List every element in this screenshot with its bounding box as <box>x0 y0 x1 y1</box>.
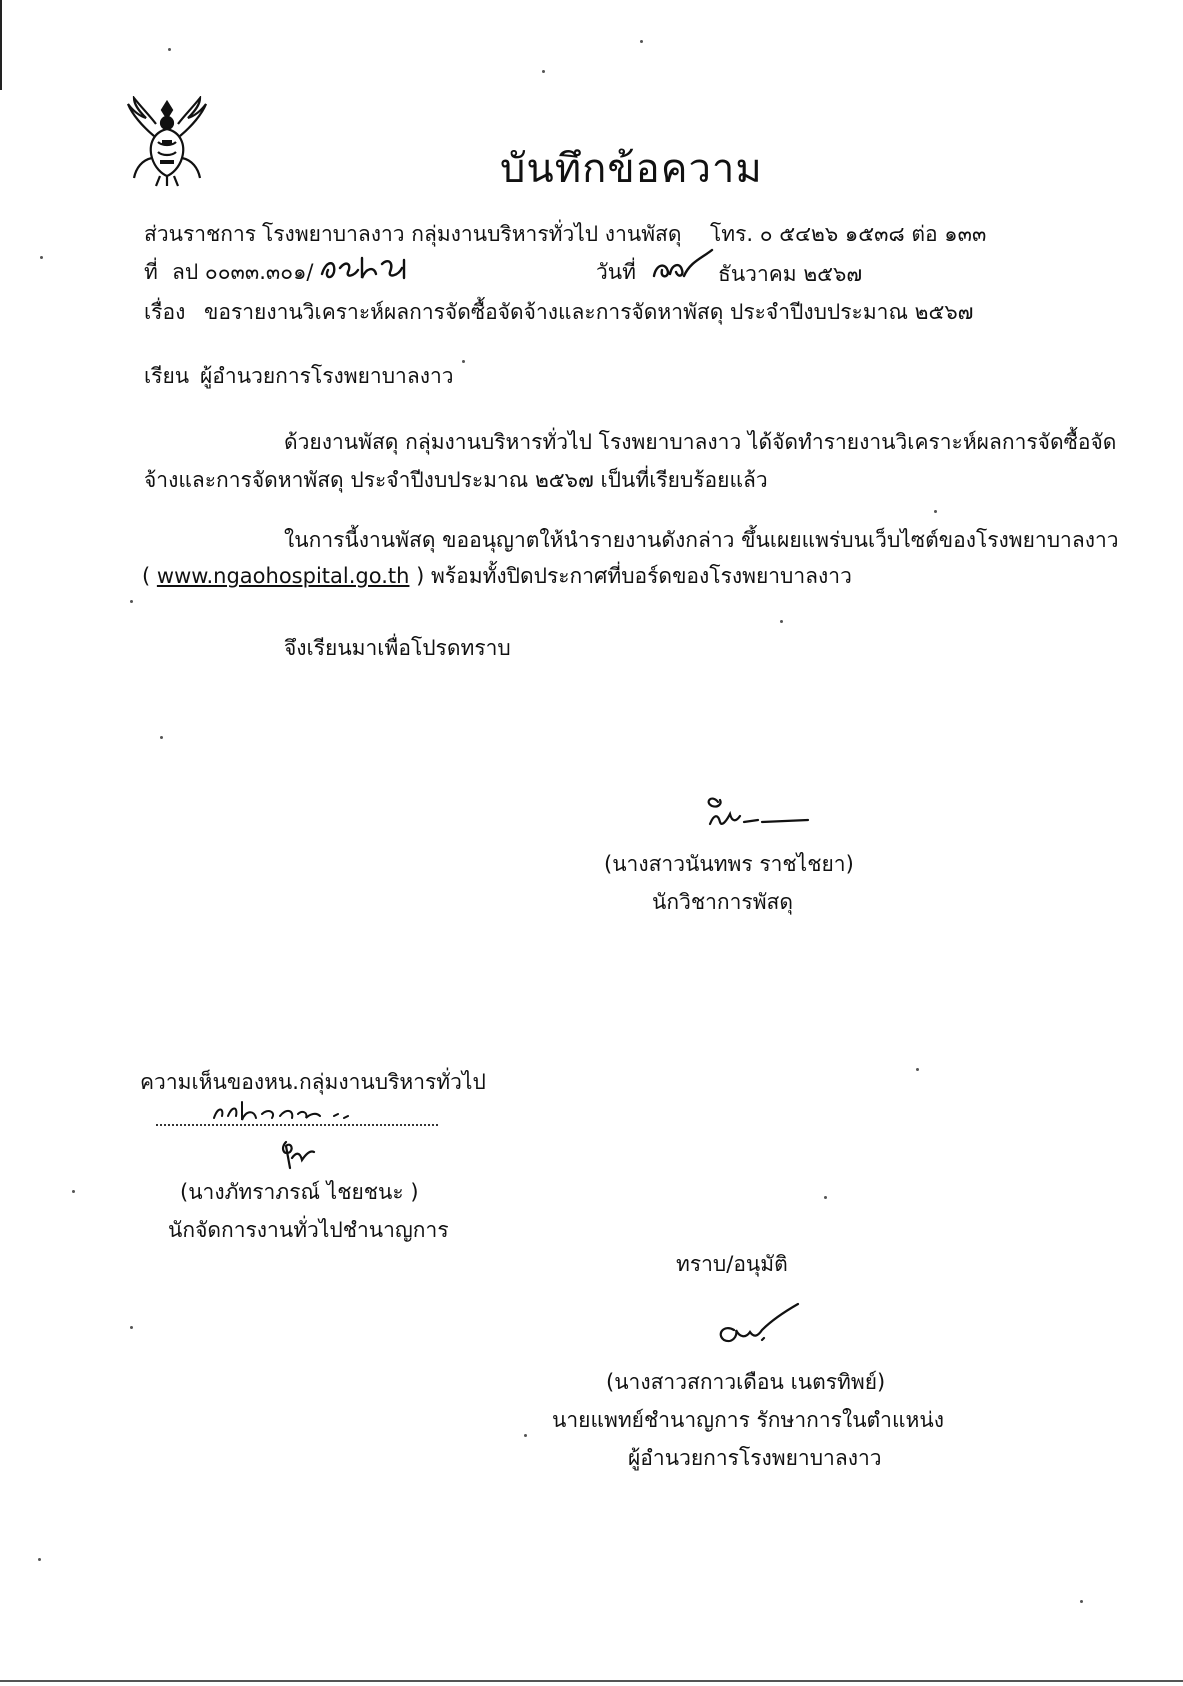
scan-speck <box>130 600 133 603</box>
approval-label: ทราบ/อนุมัติ <box>676 1252 788 1276</box>
scan-speck <box>934 510 937 513</box>
scan-speck <box>916 1068 919 1071</box>
scan-speck <box>524 1434 527 1437</box>
signature-opinion-signer <box>276 1138 318 1172</box>
scan-speck <box>640 40 643 43</box>
approver-position-2: ผู้อำนวยการโรงพยาบาลงาว <box>628 1446 882 1470</box>
approver-position-1: นายแพทย์ชำนาญการ รักษาการในตำแหน่ง <box>552 1408 944 1432</box>
scan-speck <box>780 620 783 623</box>
approver-name: (นางสาวสกาวเดือน เนตรทิพย์) <box>606 1370 886 1394</box>
scan-speck <box>38 1558 41 1561</box>
scan-speck <box>824 1196 827 1199</box>
subject-label: เรื่อง <box>144 300 186 324</box>
scan-speck <box>1080 1600 1083 1603</box>
date-label: วันที่ <box>596 260 636 284</box>
recipient-value: ผู้อำนวยการโรงพยาบาลงาว <box>200 364 454 388</box>
website-link[interactable]: www.ngaohospital.go.th <box>156 564 410 588</box>
reference-label: ที่ <box>144 260 158 284</box>
agency-value: โรงพยาบาลงาว กลุ่มงานบริหารทั่วไป งานพัสดุ <box>262 222 682 246</box>
signer-1-position: นักวิชาการพัสดุ <box>652 890 793 914</box>
scan-edge-left <box>0 0 2 90</box>
scan-speck <box>462 360 465 363</box>
scan-speck <box>130 1326 133 1329</box>
body-paragraph-2-line-1: ในการนี้งานพัสดุ ขออนุญาตให้นำรายงานดังกล่าว ขึ้นเผยแพร่บนเว็บไซต์ของโรงพยาบาลงาว <box>284 528 1119 552</box>
opinion-signer-name: (นางภัทราภรณ์ ไชยชนะ ) <box>180 1180 419 1204</box>
scan-speck <box>160 736 163 739</box>
opinion-dotted-line <box>156 1124 438 1126</box>
reference-value: ลป ๐๐๓๓.๓๐๑/ <box>172 260 314 284</box>
garuda-emblem-icon <box>124 96 210 188</box>
opinion-label: ความเห็นของหน.กลุ่มงานบริหารทั่วไป <box>140 1070 486 1094</box>
scan-speck <box>542 70 545 73</box>
handwritten-reference-number <box>318 250 418 284</box>
paren-close-and-text: ) พร้อมทั้งปิดประกาศที่บอร์ดของโรงพยาบาลงาว <box>416 564 852 588</box>
subject-value: ขอรายงานวิเคราะห์ผลการจัดซื้อจัดจ้างและการจัดหาพัสดุ ประจำปีงบประมาณ ๒๕๖๗ <box>204 300 974 324</box>
handwritten-opinion-note <box>210 1096 370 1126</box>
body-paragraph-2-line-2 <box>142 564 852 589</box>
body-paragraph-1-line-1: ด้วยงานพัสดุ กลุ่มงานบริหารทั่วไป โรงพยาบาลงาว ได้จัดทำรายงานวิเคราะห์ผลการจัดซื้อจัด <box>284 430 1117 454</box>
signature-signer-1 <box>700 792 810 834</box>
signer-1-name: (นางสาวนันทพร ราชไชยา) <box>604 852 854 876</box>
scan-speck <box>168 48 171 51</box>
opinion-signer-position: นักจัดการงานทั่วไปชำนาญการ <box>168 1218 449 1242</box>
handwritten-day <box>650 246 714 286</box>
scan-speck <box>40 256 43 259</box>
scan-edge-bottom <box>0 1680 1183 1682</box>
signature-approver <box>712 1300 802 1346</box>
recipient-label: เรียน <box>144 364 190 388</box>
closing-line: จึงเรียนมาเพื่อโปรดทราบ <box>284 636 511 660</box>
body-paragraph-1-line-2: จ้างและการจัดหาพัสดุ ประจำปีงบประมาณ ๒๕๖๗ เป็นที่เรียบร้อยแล้ว <box>144 468 768 492</box>
date-month-year: ธันวาคม ๒๕๖๗ <box>718 262 863 286</box>
phone-number: โทร. ๐ ๕๔๒๖ ๑๕๓๘ ต่อ ๑๓๓ <box>710 222 987 246</box>
scan-speck <box>72 1190 75 1193</box>
memo-title: บันทึกข้อความ <box>500 146 763 192</box>
agency-label: ส่วนราชการ <box>144 222 257 246</box>
paren-open: ( <box>142 564 151 588</box>
